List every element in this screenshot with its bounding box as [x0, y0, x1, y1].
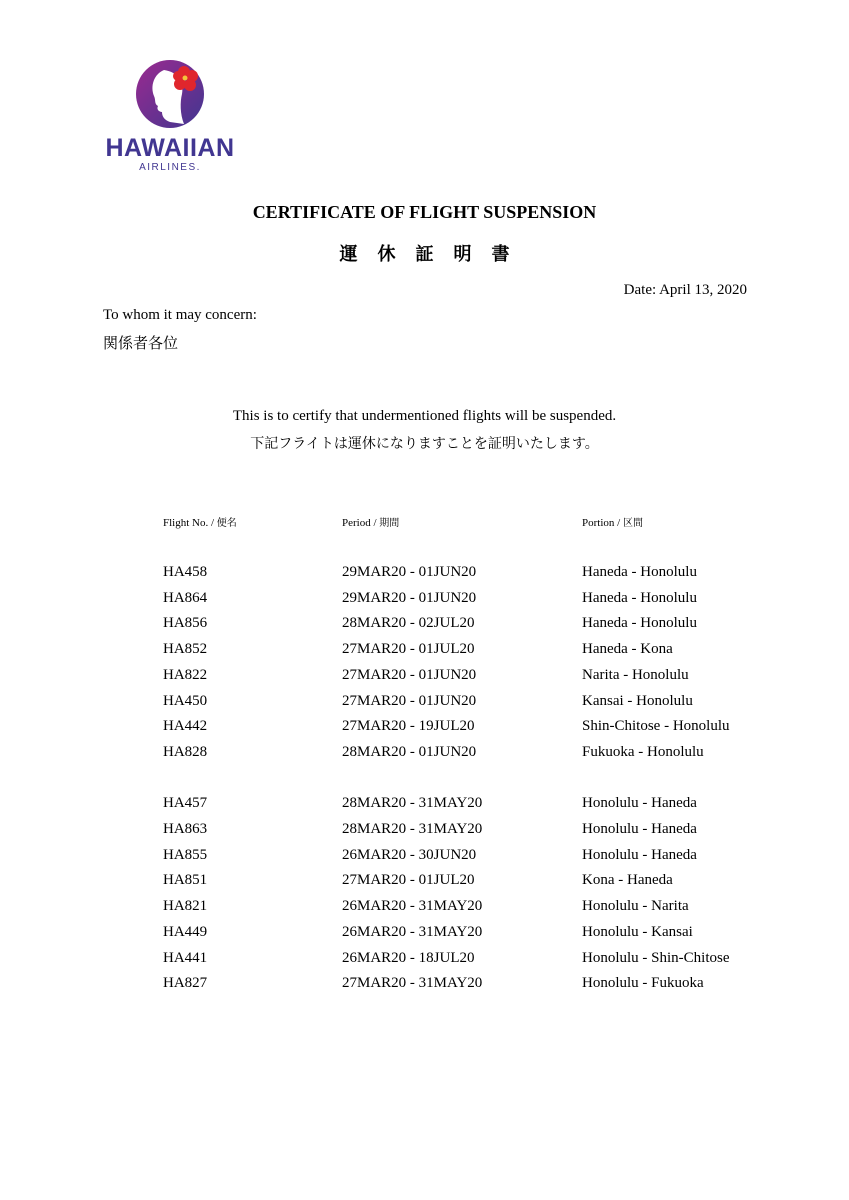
flight-portion: Honolulu - Haneda: [582, 795, 697, 812]
document-title: CERTIFICATE OF FLIGHT SUSPENSION: [252, 202, 597, 222]
flight-number: HA863: [163, 821, 208, 837]
table-row: [0, 795, 849, 817]
flight-portion: Shin-Chitose - Honolulu: [582, 718, 730, 735]
salutation: To whom it may concern:: [103, 307, 257, 323]
flight-period: 29MAR20 - 01JUN20: [342, 564, 477, 580]
header-period-en: Period /: [342, 517, 377, 529]
flight-portion: Haneda - Honolulu: [582, 589, 697, 606]
header-portion: [582, 514, 643, 529]
flight-number: HA822: [163, 666, 208, 683]
table-row: [0, 898, 849, 920]
flight-period: 27MAR20 - 31MAY20: [342, 975, 483, 992]
flight-number: HA441: [163, 949, 208, 966]
flight-number: HA450: [163, 692, 208, 709]
flight-number: HA821: [163, 898, 208, 915]
table-row: [0, 821, 849, 843]
flight-period: 26MAR20 - 30JUN20: [342, 846, 477, 863]
flight-period: 27MAR20 - 19JUL20: [342, 718, 475, 735]
flight-portion: Haneda - Kona: [582, 641, 673, 658]
document-date: Date: April 13, 2020: [623, 282, 747, 298]
table-row: [0, 847, 849, 869]
header-flight-no: [163, 514, 237, 529]
flight-number: HA457: [163, 795, 208, 812]
flight-portion: Kansai - Honolulu: [582, 692, 693, 709]
table-row: [0, 975, 849, 997]
flight-portion: Honolulu - Haneda: [582, 821, 697, 837]
header-flight-no-en: Flight No. /: [163, 517, 215, 529]
table-row: [0, 667, 849, 689]
table-row: [0, 615, 849, 637]
logo-wordmark: HAWAIIAN: [105, 134, 235, 162]
header-period-jp: 期間: [379, 518, 400, 529]
flight-period: 26MAR20 - 31MAY20: [342, 898, 483, 915]
flight-portion: Honolulu - Fukuoka: [582, 975, 704, 992]
table-row: [0, 693, 849, 715]
flight-period: 28MAR20 - 02JUL20: [342, 615, 475, 632]
hawaiian-airlines-logo: [100, 58, 240, 178]
flight-number: HA864: [163, 589, 208, 606]
table-row: [0, 718, 849, 740]
certification-statement: This is to certify that undermentioned flights will be suspended.: [232, 408, 617, 424]
flight-number: HA855: [163, 846, 208, 863]
flight-period: 28MAR20 - 01JUN20: [342, 743, 477, 760]
table-row: [0, 590, 849, 612]
flight-number: HA827: [163, 975, 208, 992]
flight-number: HA449: [163, 923, 208, 940]
flight-portion: Honolulu - Narita: [582, 898, 689, 915]
table-row: [0, 872, 849, 894]
header-flight-no-jp: 便名: [216, 518, 237, 529]
table-row: [0, 641, 849, 663]
flight-number: HA851: [163, 872, 208, 889]
flight-portion: Honolulu - Haneda: [582, 846, 697, 863]
table-row: [0, 950, 849, 972]
flight-period: 27MAR20 - 01JUL20: [342, 872, 475, 889]
flight-portion: Haneda - Honolulu: [582, 615, 697, 632]
flight-number: HA856: [163, 615, 208, 632]
table-row: [0, 924, 849, 946]
flight-portion: Narita - Honolulu: [582, 666, 689, 683]
flight-period: 27MAR20 - 01JUN20: [342, 692, 477, 709]
flight-number: HA458: [163, 564, 208, 580]
flight-period: 28MAR20 - 31MAY20: [342, 821, 483, 837]
flight-period: 28MAR20 - 31MAY20: [342, 795, 483, 812]
flight-portion: Fukuoka - Honolulu: [582, 743, 704, 760]
flight-period: 27MAR20 - 01JUL20: [342, 641, 475, 658]
flight-period: 29MAR20 - 01JUN20: [342, 589, 477, 606]
flight-portion: Honolulu - Kansai: [582, 923, 693, 940]
header-portion-jp: 区間: [622, 518, 643, 529]
logo-subtitle: AIRLINES.: [139, 162, 201, 173]
header-portion-en: Portion /: [582, 517, 621, 529]
table-row: [0, 744, 849, 766]
flight-portion: Honolulu - Shin-Chitose: [582, 949, 730, 966]
table-row: [0, 564, 849, 586]
salutation-japanese: 関係者各位: [103, 334, 179, 352]
document-title-japanese: 運休証明書: [339, 244, 530, 265]
pualani-logo-icon: [134, 58, 206, 130]
flight-period: 26MAR20 - 31MAY20: [342, 923, 483, 940]
flight-portion: Haneda - Honolulu: [582, 564, 697, 580]
flight-period: 26MAR20 - 18JUL20: [342, 949, 475, 966]
flight-number: HA828: [163, 743, 208, 760]
certification-statement-japanese: 下記フライトは運休になりますことを証明いたします。: [250, 436, 599, 452]
flight-number: HA852: [163, 641, 208, 658]
flight-number: HA442: [163, 718, 208, 735]
header-period: [342, 514, 399, 529]
flight-period: 27MAR20 - 01JUN20: [342, 666, 477, 683]
flight-portion: Kona - Haneda: [582, 872, 673, 889]
